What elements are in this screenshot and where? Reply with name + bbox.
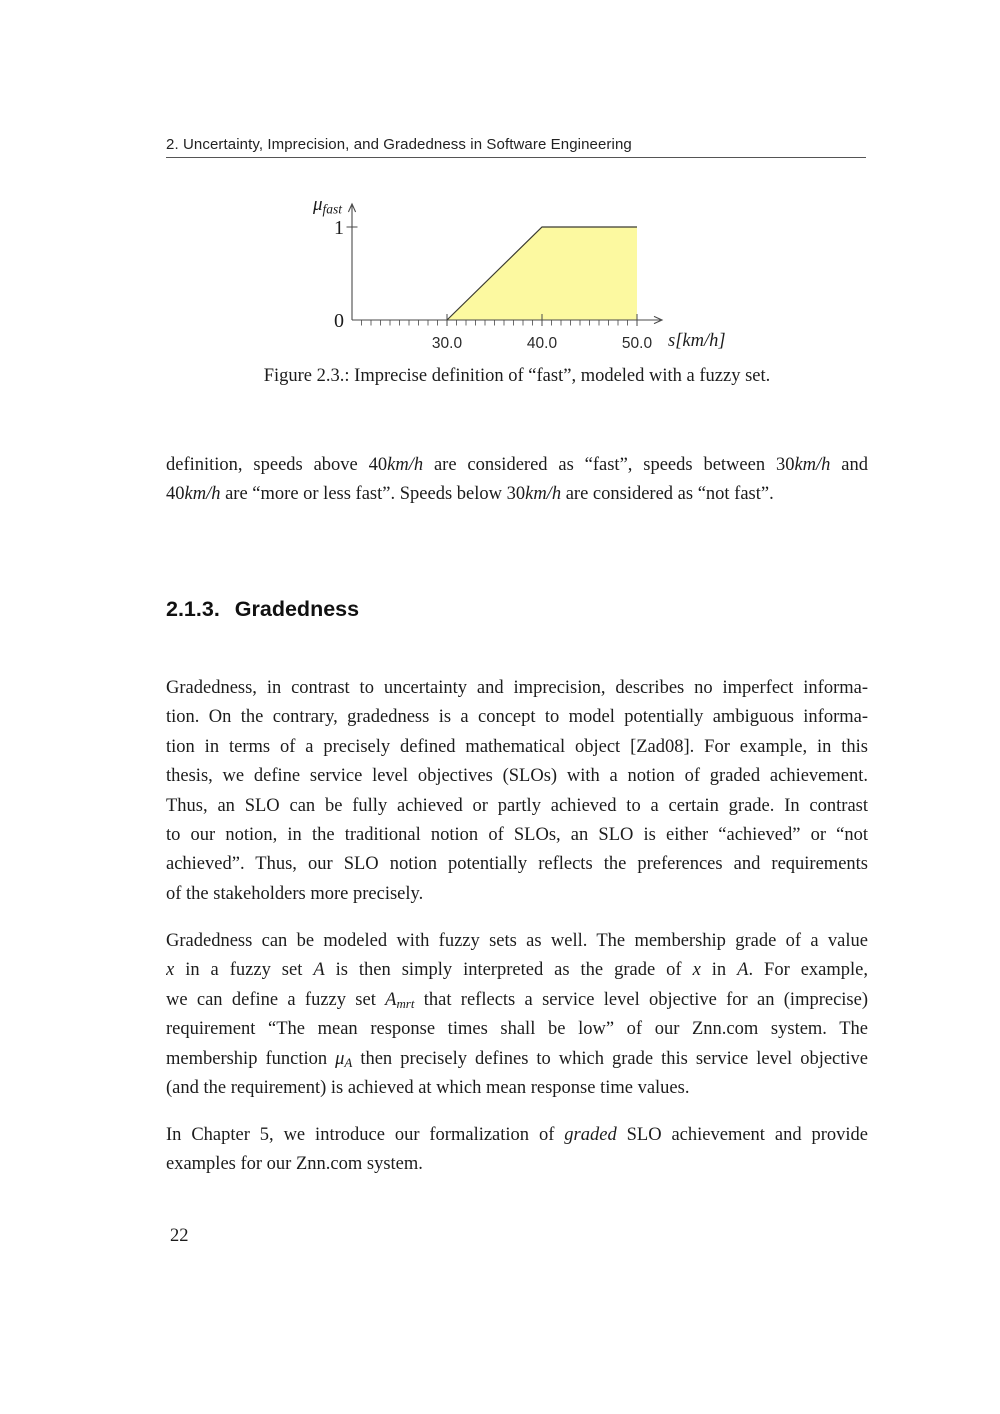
- text-run: km/h: [387, 455, 424, 475]
- text-run: in a fuzzy set: [174, 960, 314, 981]
- y-tick-label: 0: [334, 310, 344, 332]
- text-line: [166, 1015, 868, 1044]
- text-run: definition, speeds above 40: [166, 455, 388, 475]
- text-run: membership function: [166, 1048, 336, 1069]
- text-run: of the stakeholders more precisely.: [166, 883, 424, 904]
- text-line: [166, 674, 868, 703]
- text-run: graded: [564, 1125, 617, 1145]
- text-run: A: [344, 1054, 353, 1070]
- text-line: [166, 821, 868, 850]
- y-axis-label: μfast: [312, 194, 342, 217]
- text-line: [166, 451, 868, 480]
- text-run: are considered as “not fast”.: [561, 484, 774, 505]
- text-run: km/h: [525, 484, 562, 505]
- text-run: are considered as “fast”, speeds between 30: [423, 455, 795, 475]
- text-run: tion in terms of a precisely defined mathematical object [Zad08]. For example, in this: [166, 736, 868, 757]
- text-run: km/h: [184, 484, 221, 505]
- figure-caption: Figure 2.3.: Imprecise definition of “fast”, modeled with a fuzzy set.: [263, 366, 771, 386]
- text-run: we can define a fuzzy set: [166, 989, 386, 1010]
- text-run: and: [830, 455, 868, 475]
- fuzzy-set-chart: [290, 183, 770, 358]
- text-run: x: [166, 960, 175, 981]
- page-number: 22: [170, 1226, 189, 1246]
- membership-area-fill: [447, 227, 637, 320]
- x-tick-label: 50.0: [621, 335, 653, 352]
- paragraph-continuation: [166, 451, 868, 510]
- text-run: in: [700, 960, 738, 981]
- text-line: [166, 1150, 868, 1179]
- text-run: to our notion, in the traditional notion of SLOs, an SLO is either “achieved” or “not: [166, 824, 868, 845]
- y-tick-label: 1: [334, 217, 344, 239]
- text-line: [166, 850, 868, 879]
- text-run: km/h: [794, 455, 831, 475]
- text-run: . For example,: [748, 960, 868, 981]
- section-heading: [166, 597, 868, 622]
- text-run: Thus, an SLO can be fully achieved or partly achieved to a certain grade. In contrast: [166, 795, 868, 816]
- x-axis-minor-ticks: [362, 320, 628, 326]
- paragraph-gradedness-fuzzy: [166, 927, 868, 1103]
- text-run: then precisely defines to which grade this service level objective: [352, 1048, 868, 1069]
- paragraph-chapter5: [166, 1121, 868, 1180]
- text-line: [166, 927, 868, 956]
- x-tick-label: 30.0: [431, 335, 463, 352]
- text-line: [166, 986, 868, 1015]
- text-line: [166, 880, 868, 909]
- text-run: A: [737, 960, 749, 981]
- text-line: [166, 1074, 868, 1103]
- header-rule: [166, 157, 866, 158]
- text-run: tion. On the contrary, gradedness is a concept to model potentially ambiguous informa-: [166, 707, 868, 728]
- text-run: mrt: [396, 996, 415, 1012]
- text-line: [166, 792, 868, 821]
- paragraph-gradedness-intro: [166, 674, 868, 909]
- text-run: 40: [166, 484, 185, 505]
- text-line: [166, 762, 868, 791]
- text-run: Gradedness can be modeled with fuzzy sets as well. The membership grade of a value: [166, 931, 868, 951]
- text-run: achieved”. Thus, our SLO notion potentially reflects the preferences and requirements: [166, 854, 868, 875]
- text-line: [166, 1045, 868, 1074]
- text-run: In Chapter 5, we introduce our formalization of: [166, 1125, 565, 1145]
- text-run: A: [313, 960, 325, 981]
- text-line: [166, 956, 868, 985]
- text-run: SLO achievement and provide: [616, 1125, 868, 1145]
- section-number: 2.1.3.: [166, 597, 220, 621]
- text-line: [166, 733, 868, 762]
- text-run: A: [385, 989, 397, 1010]
- text-run: x: [692, 960, 701, 981]
- text-run: Gradedness, in contrast to uncertainty and imprecision, describes no imperfect informa-: [166, 678, 868, 698]
- text-line: [166, 480, 868, 509]
- x-axis-label: s[km/h]: [668, 331, 726, 351]
- text-run: μ: [335, 1048, 345, 1069]
- text-run: thesis, we define service level objectives (SLOs) with a notion of graded achievement.: [166, 766, 868, 787]
- text-run: are “more or less fast”. Speeds below 30: [220, 484, 526, 505]
- text-line: [166, 703, 868, 732]
- text-run: that reflects a service level objective for an (imprecise): [414, 989, 868, 1010]
- x-tick-label: 40.0: [526, 335, 558, 352]
- text-line: [166, 1121, 868, 1150]
- section-title: Gradedness: [234, 597, 360, 621]
- running-header: 2. Uncertainty, Imprecision, and Gradedness in Software Engineering: [166, 136, 632, 153]
- text-run: (and the requirement) is achieved at which mean response time values.: [166, 1077, 690, 1098]
- text-run: requirement “The mean response times shall be low” of our Znn.com system. The: [166, 1019, 868, 1040]
- text-run: examples for our Znn.com system.: [166, 1154, 423, 1175]
- text-run: is then simply interpreted as the grade of: [324, 960, 693, 981]
